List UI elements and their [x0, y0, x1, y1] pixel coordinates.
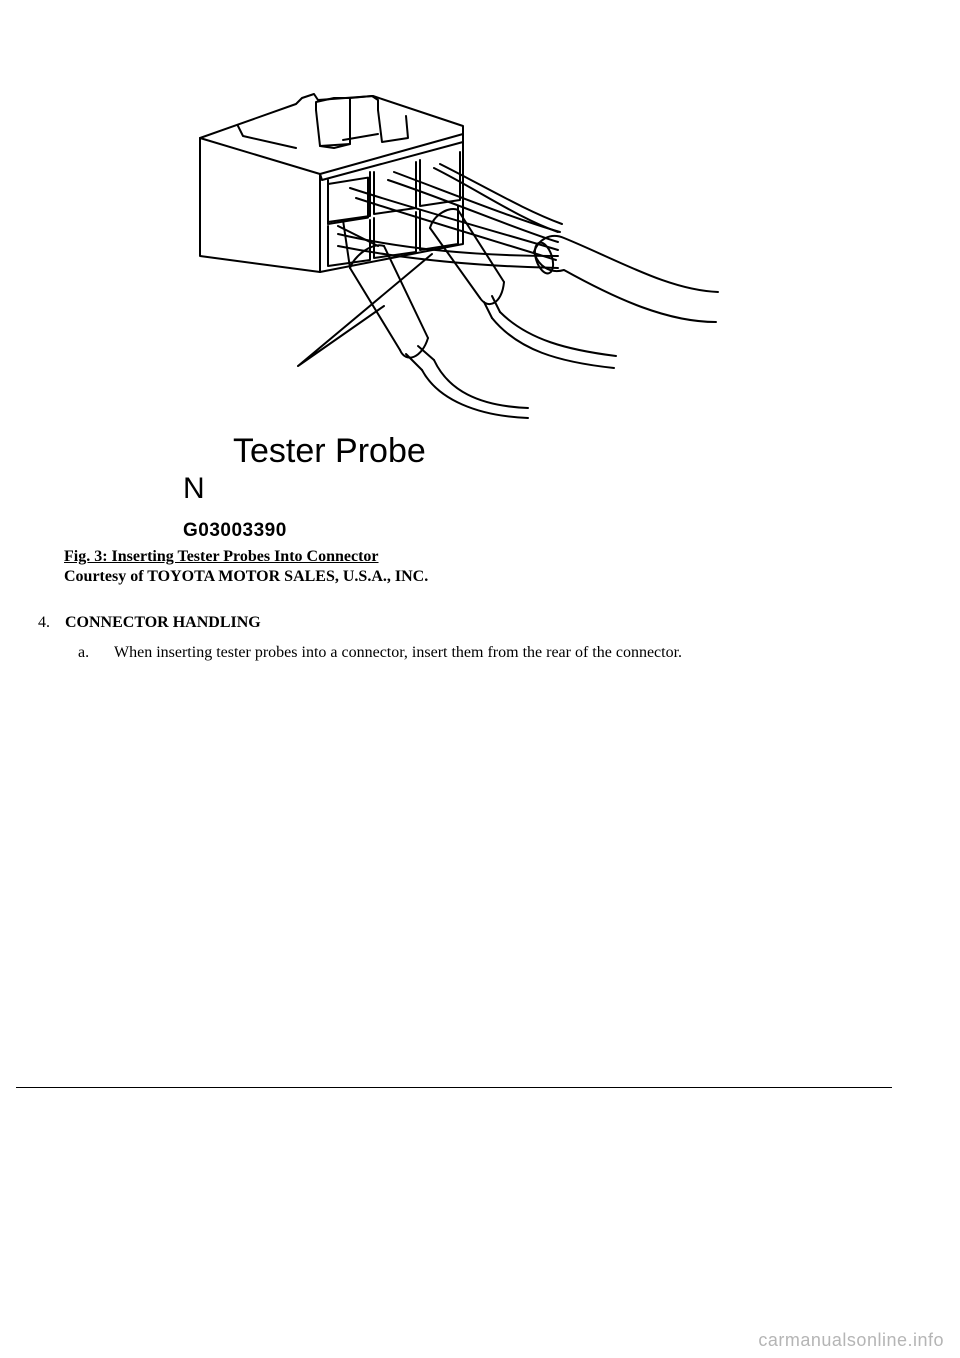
- figure-caption-title[interactable]: Fig. 3: Inserting Tester Probes Into Connector: [64, 548, 379, 565]
- figure-caption-courtesy: Courtesy of TOYOTA MOTOR SALES, U.S.A., INC.: [64, 568, 429, 585]
- list-item: [78, 642, 682, 664]
- orientation-mark: N: [183, 472, 205, 505]
- figure-code: G03003390: [183, 520, 287, 541]
- connector-body: [200, 94, 463, 138]
- footer-divider: [16, 1087, 892, 1088]
- wire-sheath: [534, 236, 718, 292]
- connector-illustration: [88, 60, 748, 541]
- step-title: CONNECTOR HANDLING: [65, 614, 261, 631]
- callout-label: Tester Probe: [233, 432, 426, 470]
- step-number: 4.: [38, 614, 50, 631]
- list-item-text: When inserting tester probes into a connector, insert them from the rear of the connector.: [114, 644, 683, 661]
- figure-caption: [64, 547, 428, 587]
- list-item-letter: a.: [78, 644, 90, 661]
- watermark: carmanualsonline.info: [758, 1330, 944, 1350]
- cavity-grid: [320, 142, 463, 180]
- wire-3: [434, 168, 558, 232]
